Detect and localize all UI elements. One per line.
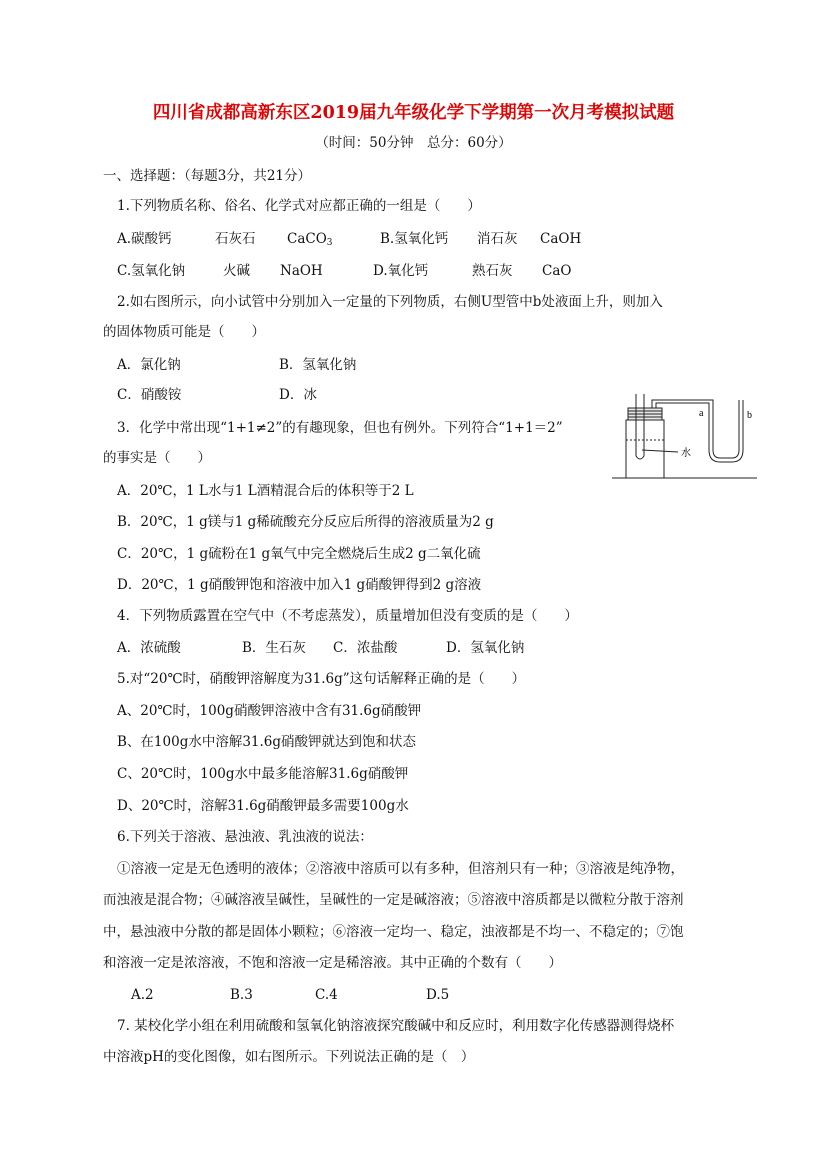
q6-option-d: D.5: [426, 987, 450, 1003]
q1-option-d-label: D.氧化钙: [373, 263, 429, 279]
q2-option-a: A．氯化钠: [117, 357, 181, 373]
q4-stem: 4．下列物质露置在空气中（不考虑蒸发），质量增加但没有变质的是（ ）: [117, 608, 578, 624]
q4-option-d: D．氢氧化钠: [446, 640, 525, 656]
u-tube-left: [709, 400, 743, 462]
q3-stem-line2: 的事实是（ ）: [103, 450, 211, 466]
q6-body-line3: 中，悬浊液中分散的都是固体小颗粒；⑥溶液一定均一、稳定，浊液都是不均一、不稳定的；⑦饱: [103, 924, 684, 940]
q3-stem-line1: 3．化学中常出现“1+1≠2”的有趣现象，但也有例外。下列符合“1+1＝2”: [117, 420, 563, 436]
label-a: a: [699, 408, 704, 419]
q6-option-a: A.2: [131, 987, 154, 1003]
q1-option-d-common: 熟石灰: [472, 263, 513, 279]
q5-option-c: C、20℃时，100g水中最多能溶解31.6g硝酸钾: [117, 766, 409, 782]
q6-body-line1: ①溶液一定是无色透明的液体；②溶液中溶质可以有多种，但溶剂只有一种；③溶液是纯净物，: [117, 861, 684, 877]
q1-stem: 1.下列物质名称、俗名、化学式对应都正确的一组是（ ）: [117, 198, 481, 214]
exam-info: （时间：50分钟 总分：60分）: [315, 135, 512, 151]
q3-option-a: A．20℃，1 L水与1 L酒精混合后的体积等于2 L: [117, 483, 414, 499]
q5-option-b: B、在100g水中溶解31.6g硝酸钾就达到饱和状态: [117, 734, 417, 750]
q1-option-b-common: 消石灰: [477, 231, 518, 247]
q4-option-c: C．浓盐酸: [333, 640, 398, 656]
q6-stem: 6.下列关于溶液、悬浊液、乳浊液的说法：: [117, 829, 373, 845]
q4-option-a: A．浓硫酸: [117, 640, 181, 656]
q6-option-b: B.3: [230, 987, 253, 1003]
q2-option-d: D．冰: [279, 387, 317, 403]
q2-option-c: C．硝酸铵: [117, 387, 182, 403]
q1-option-d-formula: CaO: [542, 263, 572, 279]
u-tube-inner: [713, 400, 739, 458]
q1-option-b-formula: CaOH: [540, 231, 582, 247]
q5-option-a: A、20℃时，100g硝酸钾溶液中含有31.6g硝酸钾: [117, 703, 422, 719]
q1-option-a-label: A.碳酸钙: [117, 231, 172, 247]
q4-option-b: B．生石灰: [242, 640, 306, 656]
q3-option-d: D．20℃，1 g硝酸钾饱和溶液中加入1 g硝酸钾得到2 g溶液: [117, 577, 482, 593]
q3-option-b: B．20℃，1 g镁与1 g稀硫酸充分反应后所得的溶液质量为2 g: [117, 514, 494, 530]
section-heading: 一、选择题：（每题3分，共21分）: [103, 168, 312, 184]
q6-body-line4: 和溶液一定是浓溶液，不饱和溶液一定是稀溶液。其中正确的个数有（ ）: [103, 955, 562, 971]
q5-stem: 5.对“20℃时，硝酸钾溶解度为31.6g”这句话解释正确的是（ ）: [117, 671, 526, 687]
q3-option-c: C．20℃，1 g硫粉在1 g氧气中完全燃烧后生成2 g二氧化硫: [117, 546, 481, 562]
q1-option-c-common: 火碱: [223, 263, 250, 279]
q1-option-b-label: B.氢氧化钙: [380, 231, 449, 247]
q7-stem-line1: 7. 某校化学小组在利用硫酸和氢氧化钠溶液探究酸碱中和反应时，利用数字化传感器测得烧杯: [117, 1018, 675, 1034]
q1-option-a-common: 石灰石: [215, 231, 256, 247]
u-tube-apparatus-figure: [612, 390, 757, 482]
q5-option-d: D、20℃时，溶解31.6g硝酸钾最多需要100g水: [117, 798, 409, 814]
q2-stem-line1: 2.如右图所示，向小试管中分别加入一定量的下列物质，右侧U型管中b处液面上升，则加入: [117, 294, 663, 310]
q7-stem-line2: 中溶液pH的变化图像，如右图所示。下列说法正确的是（ ）: [103, 1049, 475, 1065]
q6-option-c: C.4: [315, 987, 338, 1003]
q1-option-c-formula: NaOH: [280, 263, 323, 279]
label-b: b: [747, 410, 752, 421]
q1-option-c-label: C.氢氧化钠: [117, 263, 186, 279]
q2-option-b: B．氢氧化钠: [279, 357, 357, 373]
q1-option-a-formula: CaCO$_3$: [287, 231, 333, 248]
q2-stem-line2: 的固体物质可能是（ ）: [103, 324, 265, 340]
flask-outline: [626, 420, 664, 478]
page-title: 四川省成都高新东区2019届九年级化学下学期第一次月考模拟试题: [152, 103, 675, 123]
label-water: 水: [681, 448, 691, 459]
q6-body-line2: 而浊液是混合物；④碱溶液呈碱性，呈碱性的一定是碱溶液；⑤溶液中溶质都是以微粒分散于溶剂: [103, 892, 684, 908]
small-test-tube: [636, 394, 644, 459]
